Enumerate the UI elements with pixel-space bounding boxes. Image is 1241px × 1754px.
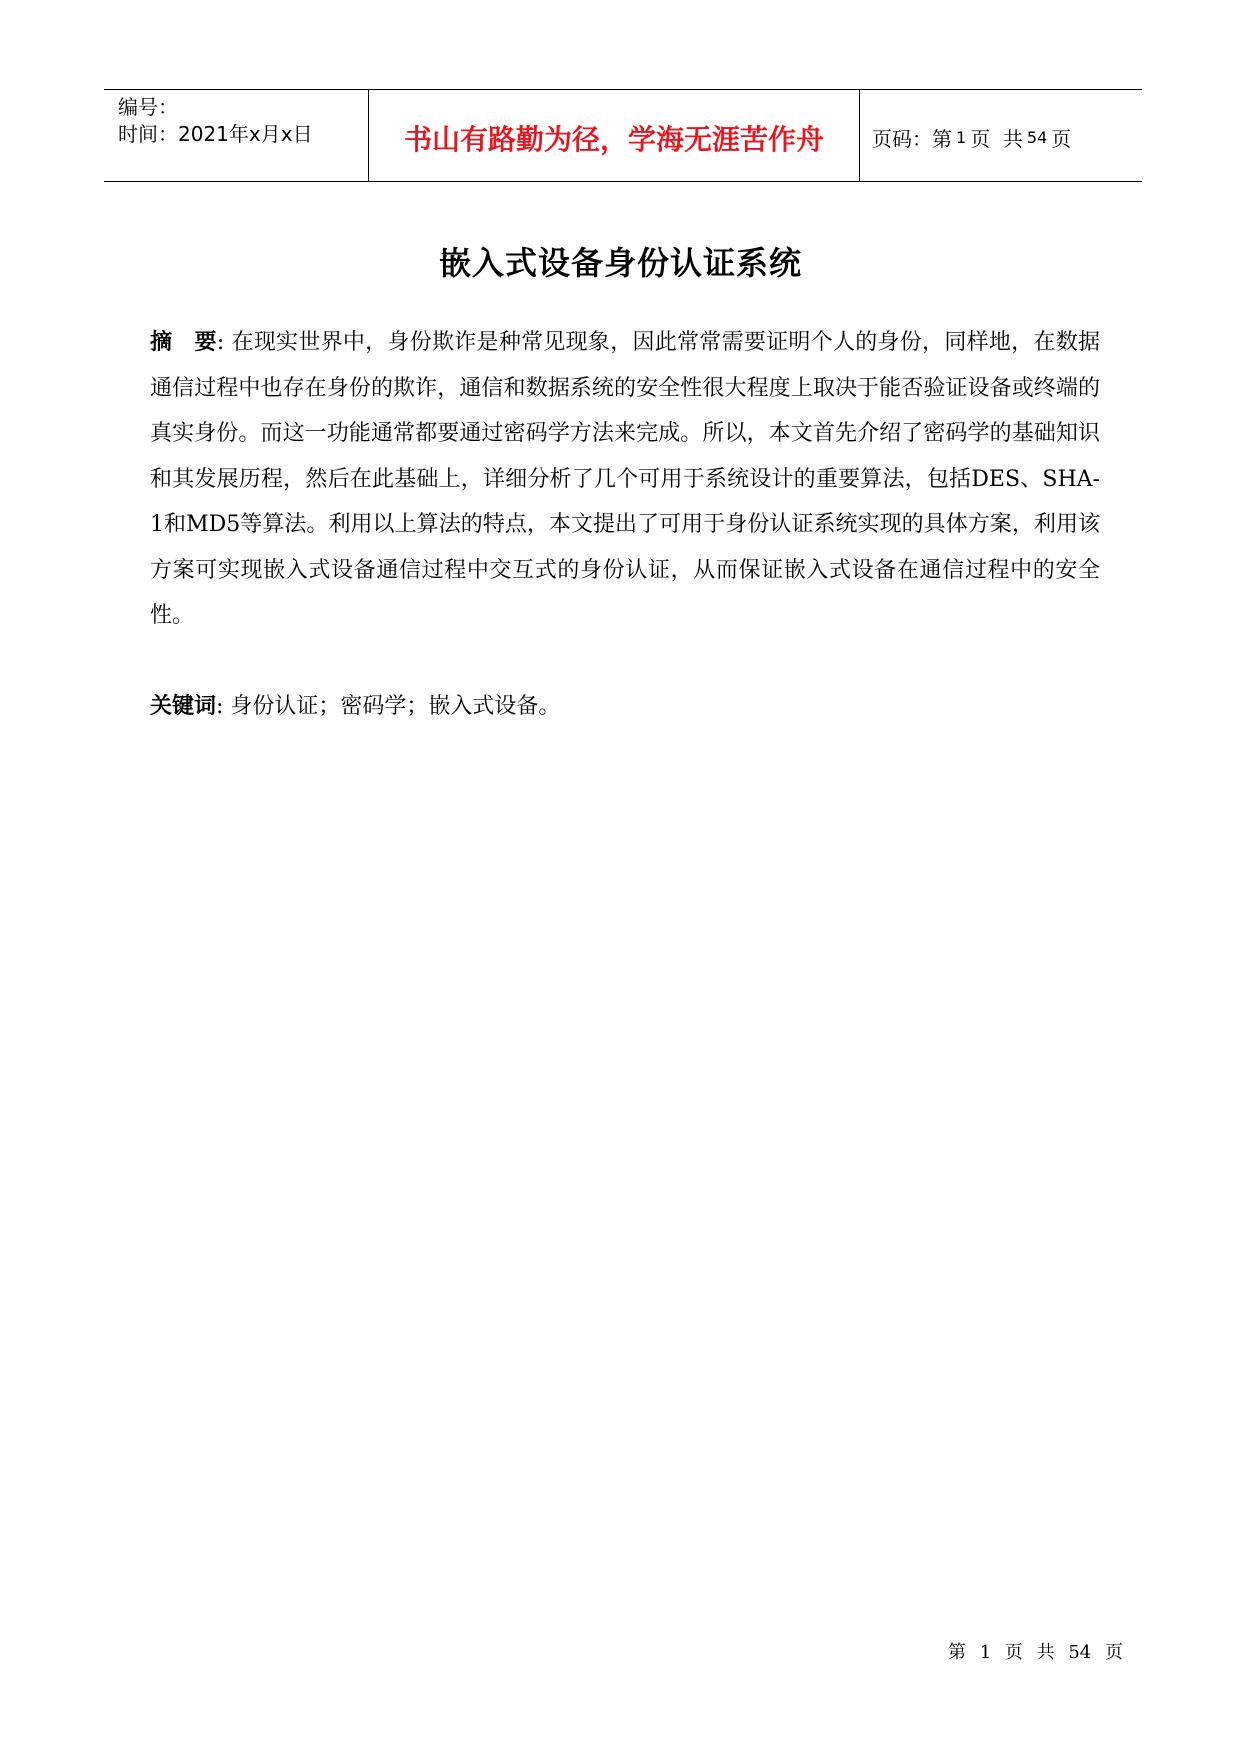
document-title: 嵌入式设备身份认证系统	[438, 244, 802, 282]
document-header	[104, 89, 1142, 182]
page-current: 1	[956, 128, 967, 147]
page-prefix: 页码：第	[872, 127, 952, 151]
abstract-label: 摘 要	[150, 330, 217, 355]
abstract-text: : 在现实世界中，身份欺诈是种常见现象，因此常常需要证明个人的身份，同样地，在数据通信过程中也存在身份的欺诈，通信和数据系统的安全性很大程度上取决于能否验证设备或终端的真实身份。而这一功能通常都要通过密码学方法来完成。所以，本文首先介绍了密码学的基础知识和其发展历程，然后在此基础上，详细分析了几个可用于系统设计的重要算法，包括DES、SHA-1和MD5等算法。利用以上算法的特点，本文提出了可用于身份认证系统实现的具体方案，利用该方案可实现嵌入式设备通信过程中交互式的身份认证，从而保证嵌入式设备在通信过程中的安全性。	[150, 330, 1100, 628]
keywords-text: : 身份认证；密码学；嵌入式设备。	[216, 694, 561, 719]
time-label: 时间：2021年x月x日	[118, 122, 313, 146]
keywords-paragraph	[150, 684, 1100, 729]
header-motto: 书山有路勤为径，学海无涯苦作舟	[369, 90, 860, 181]
page-mid: 页 共	[970, 127, 1023, 151]
header-meta	[104, 90, 369, 181]
page-total: 54	[1026, 128, 1048, 147]
number-label: 编号：	[118, 95, 178, 119]
header-page-info	[860, 90, 1142, 181]
page-footer: 第 1 页 共 54 页	[948, 1642, 1123, 1663]
page-suffix: 页	[1051, 127, 1072, 151]
abstract-paragraph	[150, 320, 1100, 639]
keywords-label: 关键词	[150, 694, 217, 719]
